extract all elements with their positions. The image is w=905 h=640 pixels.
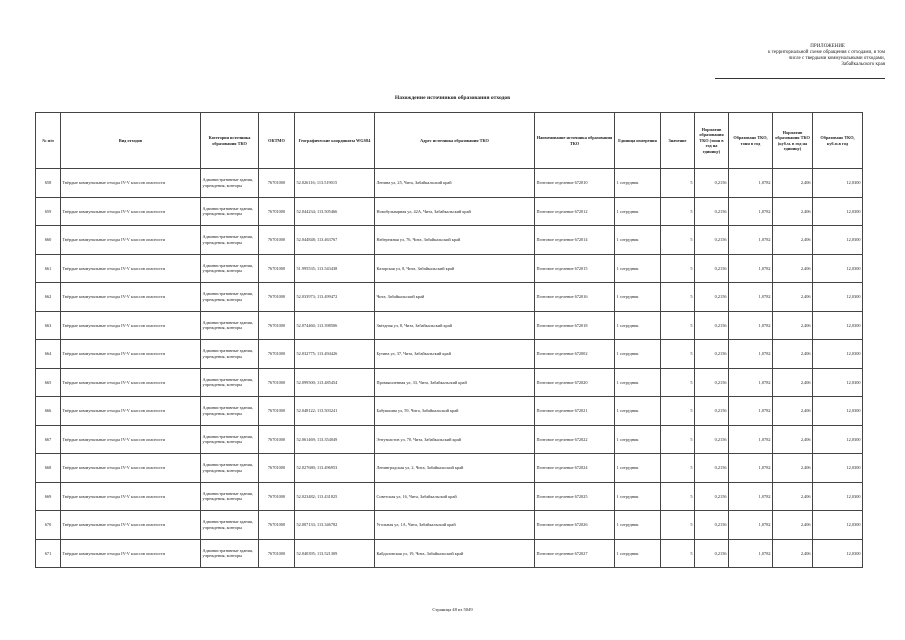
cell-value: 5 [661, 226, 695, 255]
cell-kind: Твёрдые коммунальные отходы IV-V классов опасности [61, 226, 201, 255]
cell-m3-year: 12,0300 [813, 283, 863, 312]
cell-norm-tons: 0,2156 [695, 454, 729, 483]
cell-m3-year: 12,0300 [813, 539, 863, 568]
cell-tons-year: 1,0782 [729, 454, 773, 483]
cell-kind: Твёрдые коммунальные отходы IV-V классов опасности [61, 311, 201, 340]
cell-address: Звёздная ул, 8, Чита, Забайкальский край [375, 311, 535, 340]
cell-num: 662 [36, 283, 61, 312]
cell-coords: 52.032775; 113.494426 [295, 340, 375, 369]
cell-kind: Твёрдые коммунальные отходы IV-V классов опасности [61, 254, 201, 283]
cell-tons-year: 1,0782 [729, 511, 773, 540]
cell-norm-tons: 0,2156 [695, 340, 729, 369]
header-kind: Вид отходов [61, 113, 201, 169]
table-row [36, 425, 863, 454]
cell-value: 5 [661, 254, 695, 283]
cell-oktmo: 76701000 [259, 482, 295, 511]
cell-norm-tons: 0,2156 [695, 368, 729, 397]
cell-category: Административные здания, учреждения, конторы [201, 197, 259, 226]
cell-kind: Твёрдые коммунальные отходы IV-V классов опасности [61, 197, 201, 226]
cell-kind: Твёрдые коммунальные отходы IV-V классов опасности [61, 283, 201, 312]
cell-num: 667 [36, 425, 61, 454]
cell-value: 5 [661, 368, 695, 397]
cell-value: 5 [661, 283, 695, 312]
cell-norm-m3: 2,406 [773, 454, 813, 483]
cell-source-name: Почтовое отделение 672021 [535, 397, 615, 426]
cell-m3-year: 12,0300 [813, 368, 863, 397]
cell-value: 5 [661, 397, 695, 426]
cell-oktmo: 76701000 [259, 539, 295, 568]
cell-address: Казарская ул, 8, Чита, Забайкальский край [375, 254, 535, 283]
table-row [36, 340, 863, 369]
cell-coords: 52.048122; 113.503241 [295, 397, 375, 426]
cell-coords: 52.074460; 113.398506 [295, 311, 375, 340]
cell-address: Бутина ул, 37, Чита, Забайкальский край [375, 340, 535, 369]
cell-value: 5 [661, 169, 695, 198]
cell-unit: 1 сотрудник [615, 283, 661, 312]
cell-tons-year: 1,0782 [729, 254, 773, 283]
signature-rule [715, 78, 885, 79]
section-title: Нахождение источников образования отходов [394, 95, 511, 101]
cell-m3-year: 12,0300 [813, 511, 863, 540]
cell-tons-year: 1,0782 [729, 425, 773, 454]
cell-norm-tons: 0,2156 [695, 226, 729, 255]
cell-coords: 52.033973; 113.499472 [295, 283, 375, 312]
cell-value: 5 [661, 482, 695, 511]
cell-norm-m3: 2,406 [773, 368, 813, 397]
cell-norm-tons: 0,2156 [695, 197, 729, 226]
cell-source-name: Почтовое отделение 672010 [535, 169, 615, 198]
cell-num: 668 [36, 454, 61, 483]
table-row [36, 226, 863, 255]
cell-oktmo: 76701000 [259, 283, 295, 312]
cell-m3-year: 12,0300 [813, 311, 863, 340]
table-row [36, 368, 863, 397]
cell-m3-year: 12,0300 [813, 340, 863, 369]
cell-m3-year: 12,0300 [813, 226, 863, 255]
cell-address: Угольная ул, 1А, Чита, Забайкальский край [375, 511, 535, 540]
cell-num: 670 [36, 511, 61, 540]
cell-norm-tons: 0,2156 [695, 539, 729, 568]
cell-tons-year: 1,0782 [729, 226, 773, 255]
table-row [36, 197, 863, 226]
cell-oktmo: 76701000 [259, 169, 295, 198]
cell-kind: Твёрдые коммунальные отходы IV-V классов опасности [61, 482, 201, 511]
cell-num: 666 [36, 397, 61, 426]
cell-norm-m3: 2,406 [773, 511, 813, 540]
cell-category: Административные здания, учреждения, конторы [201, 226, 259, 255]
cell-m3-year: 12,0300 [813, 482, 863, 511]
cell-source-name: Почтовое отделение 672002 [535, 340, 615, 369]
cell-coords: 51.995535; 113.543438 [295, 254, 375, 283]
cell-m3-year: 12,0300 [813, 169, 863, 198]
cell-tons-year: 1,0782 [729, 197, 773, 226]
cell-value: 5 [661, 311, 695, 340]
header-m3-year: Образовано ТКО, куб.м.в год [813, 113, 863, 169]
cell-oktmo: 76701000 [259, 311, 295, 340]
cell-oktmo: 76701000 [259, 340, 295, 369]
cell-kind: Твёрдые коммунальные отходы IV-V классов опасности [61, 454, 201, 483]
cell-unit: 1 сотрудник [615, 454, 661, 483]
cell-oktmo: 76701000 [259, 511, 295, 540]
cell-unit: 1 сотрудник [615, 425, 661, 454]
cell-coords: 52.044234; 113.505466 [295, 197, 375, 226]
cell-kind: Твёрдые коммунальные отходы IV-V классов опасности [61, 425, 201, 454]
appendix-heading: ПРИЛОЖЕНИЕ [810, 44, 845, 49]
table-row [36, 169, 863, 198]
cell-category: Административные здания, учреждения, конторы [201, 539, 259, 568]
cell-oktmo: 76701000 [259, 226, 295, 255]
cell-source-name: Почтовое отделение 672027 [535, 539, 615, 568]
cell-kind: Твёрдые коммунальные отходы IV-V классов опасности [61, 368, 201, 397]
cell-oktmo: 76701000 [259, 368, 295, 397]
page-footer: Страница 48 из 5049 [432, 607, 473, 612]
cell-kind: Твёрдые коммунальные отходы IV-V классов опасности [61, 511, 201, 540]
table-header-row [36, 113, 863, 169]
cell-tons-year: 1,0782 [729, 397, 773, 426]
cell-kind: Твёрдые коммунальные отходы IV-V классов опасности [61, 340, 201, 369]
cell-value: 5 [661, 425, 695, 454]
waste-sources-table [35, 112, 863, 568]
table-row [36, 511, 863, 540]
cell-address: Чита, Забайкальский край [375, 283, 535, 312]
cell-category: Административные здания, учреждения, конторы [201, 425, 259, 454]
cell-unit: 1 сотрудник [615, 311, 661, 340]
cell-norm-m3: 2,406 [773, 425, 813, 454]
cell-category: Административные здания, учреждения, конторы [201, 454, 259, 483]
appendix-block [660, 44, 885, 79]
cell-coords: 52.040395; 113.521309 [295, 539, 375, 568]
cell-norm-m3: 2,406 [773, 482, 813, 511]
header-tons-year: Образовано ТКО, тонн в год [729, 113, 773, 169]
cell-category: Административные здания, учреждения, конторы [201, 368, 259, 397]
cell-norm-m3: 2,406 [773, 283, 813, 312]
cell-norm-tons: 0,2156 [695, 169, 729, 198]
cell-unit: 1 сотрудник [615, 226, 661, 255]
cell-coords: 52.007133; 113.346782 [295, 511, 375, 540]
cell-coords: 52.026116; 113.519015 [295, 169, 375, 198]
cell-tons-year: 1,0782 [729, 368, 773, 397]
header-address: Адрес источника образования ТКО [375, 113, 535, 169]
cell-num: 665 [36, 368, 61, 397]
cell-source-name: Почтовое отделение 672026 [535, 511, 615, 540]
cell-coords: 52.061469; 113.354049 [295, 425, 375, 454]
cell-tons-year: 1,0782 [729, 340, 773, 369]
cell-address: Кайдаловская ул, 19, Чита, Забайкальский край [375, 539, 535, 568]
cell-unit: 1 сотрудник [615, 197, 661, 226]
cell-unit: 1 сотрудник [615, 539, 661, 568]
table-row [36, 254, 863, 283]
cell-m3-year: 12,0300 [813, 425, 863, 454]
table-row [36, 283, 863, 312]
cell-m3-year: 12,0300 [813, 254, 863, 283]
cell-num: 671 [36, 539, 61, 568]
header-unit: Единица измерения [615, 113, 661, 169]
cell-norm-m3: 2,406 [773, 169, 813, 198]
cell-oktmo: 76701000 [259, 254, 295, 283]
cell-norm-tons: 0,2156 [695, 482, 729, 511]
cell-value: 5 [661, 197, 695, 226]
cell-value: 5 [661, 454, 695, 483]
cell-tons-year: 1,0782 [729, 311, 773, 340]
cell-value: 5 [661, 539, 695, 568]
cell-unit: 1 сотрудник [615, 511, 661, 540]
cell-norm-tons: 0,2156 [695, 511, 729, 540]
cell-oktmo: 76701000 [259, 454, 295, 483]
cell-norm-m3: 2,406 [773, 226, 813, 255]
cell-category: Административные здания, учреждения, конторы [201, 511, 259, 540]
cell-norm-m3: 2,406 [773, 539, 813, 568]
header-value: Значение [661, 113, 695, 169]
cell-oktmo: 76701000 [259, 197, 295, 226]
cell-source-name: Почтовое отделение 672020 [535, 368, 615, 397]
cell-category: Административные здания, учреждения, конторы [201, 311, 259, 340]
header-norm-tons: Норматив образования ТКО (тонн в год на единицу) [695, 113, 729, 169]
cell-tons-year: 1,0782 [729, 283, 773, 312]
cell-coords: 52.023482; 113.431825 [295, 482, 375, 511]
header-category: Категория источника образования ТКО [201, 113, 259, 169]
cell-num: 658 [36, 169, 61, 198]
cell-source-name: Почтовое отделение 672012 [535, 197, 615, 226]
table-row [36, 311, 863, 340]
cell-source-name: Почтовое отделение 672014 [535, 226, 615, 255]
cell-category: Административные здания, учреждения, конторы [201, 283, 259, 312]
cell-coords: 52.044848; 113.463767 [295, 226, 375, 255]
cell-num: 659 [36, 197, 61, 226]
cell-kind: Твёрдые коммунальные отходы IV-V классов опасности [61, 397, 201, 426]
cell-address: Ленинградская ул, 2, Чита, Забайкальский край [375, 454, 535, 483]
cell-num: 669 [36, 482, 61, 511]
appendix-line: к территориальной схеме обращения с отходами, в том [768, 50, 885, 55]
cell-norm-tons: 0,2156 [695, 283, 729, 312]
header-oktmo: ОКТМО [259, 113, 295, 169]
cell-coords: 52.099500; 113.485454 [295, 368, 375, 397]
cell-tons-year: 1,0782 [729, 169, 773, 198]
cell-coords: 52.027680; 113.496953 [295, 454, 375, 483]
cell-num: 660 [36, 226, 61, 255]
cell-category: Административные здания, учреждения, конторы [201, 482, 259, 511]
cell-unit: 1 сотрудник [615, 397, 661, 426]
cell-norm-m3: 2,406 [773, 197, 813, 226]
cell-num: 664 [36, 340, 61, 369]
cell-unit: 1 сотрудник [615, 368, 661, 397]
cell-unit: 1 сотрудник [615, 169, 661, 198]
cell-norm-m3: 2,406 [773, 311, 813, 340]
cell-source-name: Почтовое отделение 672018 [535, 311, 615, 340]
cell-kind: Твёрдые коммунальные отходы IV-V классов опасности [61, 539, 201, 568]
table-row [36, 482, 863, 511]
header-source-name: Наименование источника образования ТКО [535, 113, 615, 169]
cell-address: Советская ул, 16, Чита, Забайкальский край [375, 482, 535, 511]
cell-address: Ленина ул, 25, Чита, Забайкальский край [375, 169, 535, 198]
cell-source-name: Почтовое отделение 672024 [535, 454, 615, 483]
cell-unit: 1 сотрудник [615, 482, 661, 511]
cell-m3-year: 12,0300 [813, 454, 863, 483]
cell-address: Новобульварная ул, 42А, Чита, Забайкальский край [375, 197, 535, 226]
cell-address: Набережная ул, 76, Чита, Забайкальский край [375, 226, 535, 255]
cell-value: 5 [661, 511, 695, 540]
cell-unit: 1 сотрудник [615, 340, 661, 369]
cell-source-name: Почтовое отделение 672025 [535, 482, 615, 511]
cell-unit: 1 сотрудник [615, 254, 661, 283]
cell-num: 663 [36, 311, 61, 340]
cell-num: 661 [36, 254, 61, 283]
header-norm-m3: Норматив образования ТКО (куб.м. в год на единицу) [773, 113, 813, 169]
cell-oktmo: 76701000 [259, 425, 295, 454]
cell-tons-year: 1,0782 [729, 482, 773, 511]
cell-address: Энтузиастов ул, 70, Чита, Забайкальский край [375, 425, 535, 454]
cell-m3-year: 12,0300 [813, 197, 863, 226]
cell-value: 5 [661, 340, 695, 369]
cell-address: Бабушкина ул, 59, Чита, Забайкальский край [375, 397, 535, 426]
cell-source-name: Почтовое отделение 672016 [535, 283, 615, 312]
cell-category: Административные здания, учреждения, конторы [201, 397, 259, 426]
cell-oktmo: 76701000 [259, 397, 295, 426]
cell-source-name: Почтовое отделение 672022 [535, 425, 615, 454]
cell-norm-tons: 0,2156 [695, 311, 729, 340]
header-num: № п/п [36, 113, 61, 169]
cell-norm-m3: 2,406 [773, 254, 813, 283]
cell-tons-year: 1,0782 [729, 539, 773, 568]
cell-norm-tons: 0,2156 [695, 397, 729, 426]
table-row [36, 539, 863, 568]
cell-category: Административные здания, учреждения, конторы [201, 169, 259, 198]
cell-norm-tons: 0,2156 [695, 425, 729, 454]
cell-source-name: Почтовое отделение 672015 [535, 254, 615, 283]
cell-category: Административные здания, учреждения, конторы [201, 254, 259, 283]
appendix-line: Забайкальского края [841, 62, 885, 67]
cell-address: Промышленная ул, 33, Чита, Забайкальский край [375, 368, 535, 397]
cell-norm-m3: 2,406 [773, 340, 813, 369]
cell-norm-tons: 0,2156 [695, 254, 729, 283]
table-row [36, 397, 863, 426]
table-row [36, 454, 863, 483]
cell-kind: Твёрдые коммунальные отходы IV-V классов опасности [61, 169, 201, 198]
cell-norm-m3: 2,406 [773, 397, 813, 426]
cell-m3-year: 12,0300 [813, 397, 863, 426]
appendix-line: числе с твердыми коммунальными отходами, [788, 56, 885, 61]
header-coords: Географические координаты WGS84 [295, 113, 375, 169]
cell-category: Административные здания, учреждения, конторы [201, 340, 259, 369]
